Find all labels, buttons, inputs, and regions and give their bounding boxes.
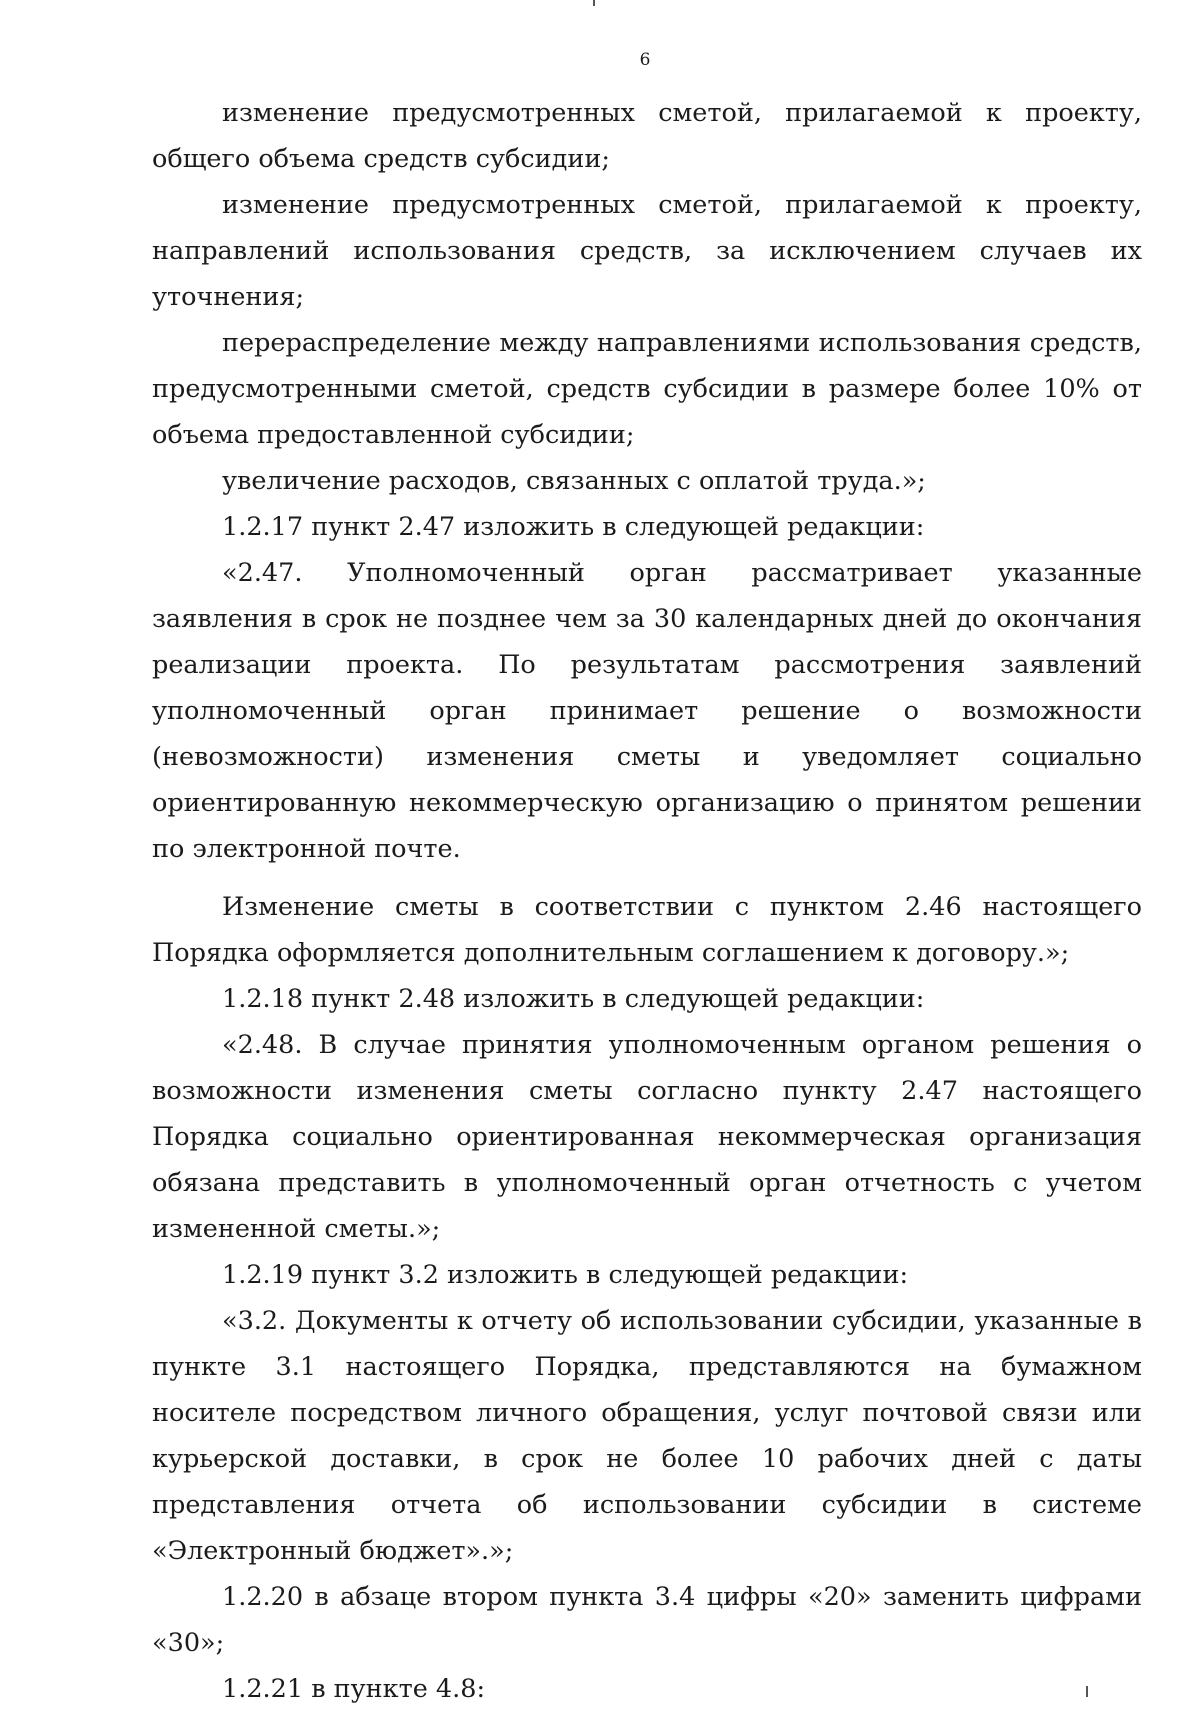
paragraph: 1.2.21 в пункте 4.8: bbox=[222, 1674, 486, 1704]
paragraph: 1.2.18 пункт 2.48 изложить в следующей редакции: bbox=[222, 984, 925, 1014]
paragraph: перераспределение между направлениями использования средств, предусмотренными сметой, средств субсидии в размере более 10% от объема предоставленной субсидии; bbox=[152, 328, 1142, 450]
paragraph: увеличение расходов, связанных с оплатой труда.»; bbox=[222, 466, 926, 496]
paragraph: «3.2. Документы к отчету об использовании субсидии, указанные в пункте 3.1 настоящего Порядка, представляются на бумажном носителе посредством личного обращения, услуг почтовой связи или курьерской доставки, в срок не более 10 рабочих дней с даты представления отчета об использовании субсидии в системе «Электронный бюджет».»; bbox=[152, 1306, 1142, 1566]
paragraph: изменение предусмотренных сметой, прилагаемой к проекту, общего объема средств субсидии; bbox=[152, 98, 1142, 174]
paragraph: Изменение сметы в соответствии с пунктом 2.46 настоящего Порядка оформляется дополнительным соглашением к договору.»; bbox=[152, 892, 1142, 968]
scan-artifact bbox=[1086, 1686, 1088, 1697]
paragraph: 1.2.19 пункт 3.2 изложить в следующей редакции: bbox=[222, 1260, 909, 1290]
paragraph: «2.48. В случае принятия уполномоченным органом решения о возможности изменения сметы согласно пункту 2.47 настоящего Порядка социально ориентированная некоммерческая организация обязана представить в уполномоченный орган отчетность с учетом измененной сметы.»; bbox=[152, 1030, 1142, 1244]
paragraph: 1.2.20 в абзаце втором пункта 3.4 цифры «20» заменить цифрами «30»; bbox=[152, 1582, 1142, 1658]
document-body bbox=[152, 90, 1142, 1712]
paragraph: «2.47. Уполномоченный орган рассматривает указанные заявления в срок не позднее чем за 30 календарных дней до окончания реализации проекта. По результатам рассмотрения заявлений уполномоченный орган принимает решение о возможности (невозможности) изменения сметы и уведомляет социально ориентированную некоммерческую организацию о принятом решении по электронной почте. bbox=[152, 558, 1142, 864]
scan-artifact bbox=[593, 0, 595, 6]
page-number: 6 bbox=[639, 50, 651, 70]
paragraph: изменение предусмотренных сметой, прилагаемой к проекту, направлений использования средств, за исключением случаев их уточнения; bbox=[152, 190, 1142, 312]
paragraph: 1.2.17 пункт 2.47 изложить в следующей редакции: bbox=[222, 512, 925, 542]
